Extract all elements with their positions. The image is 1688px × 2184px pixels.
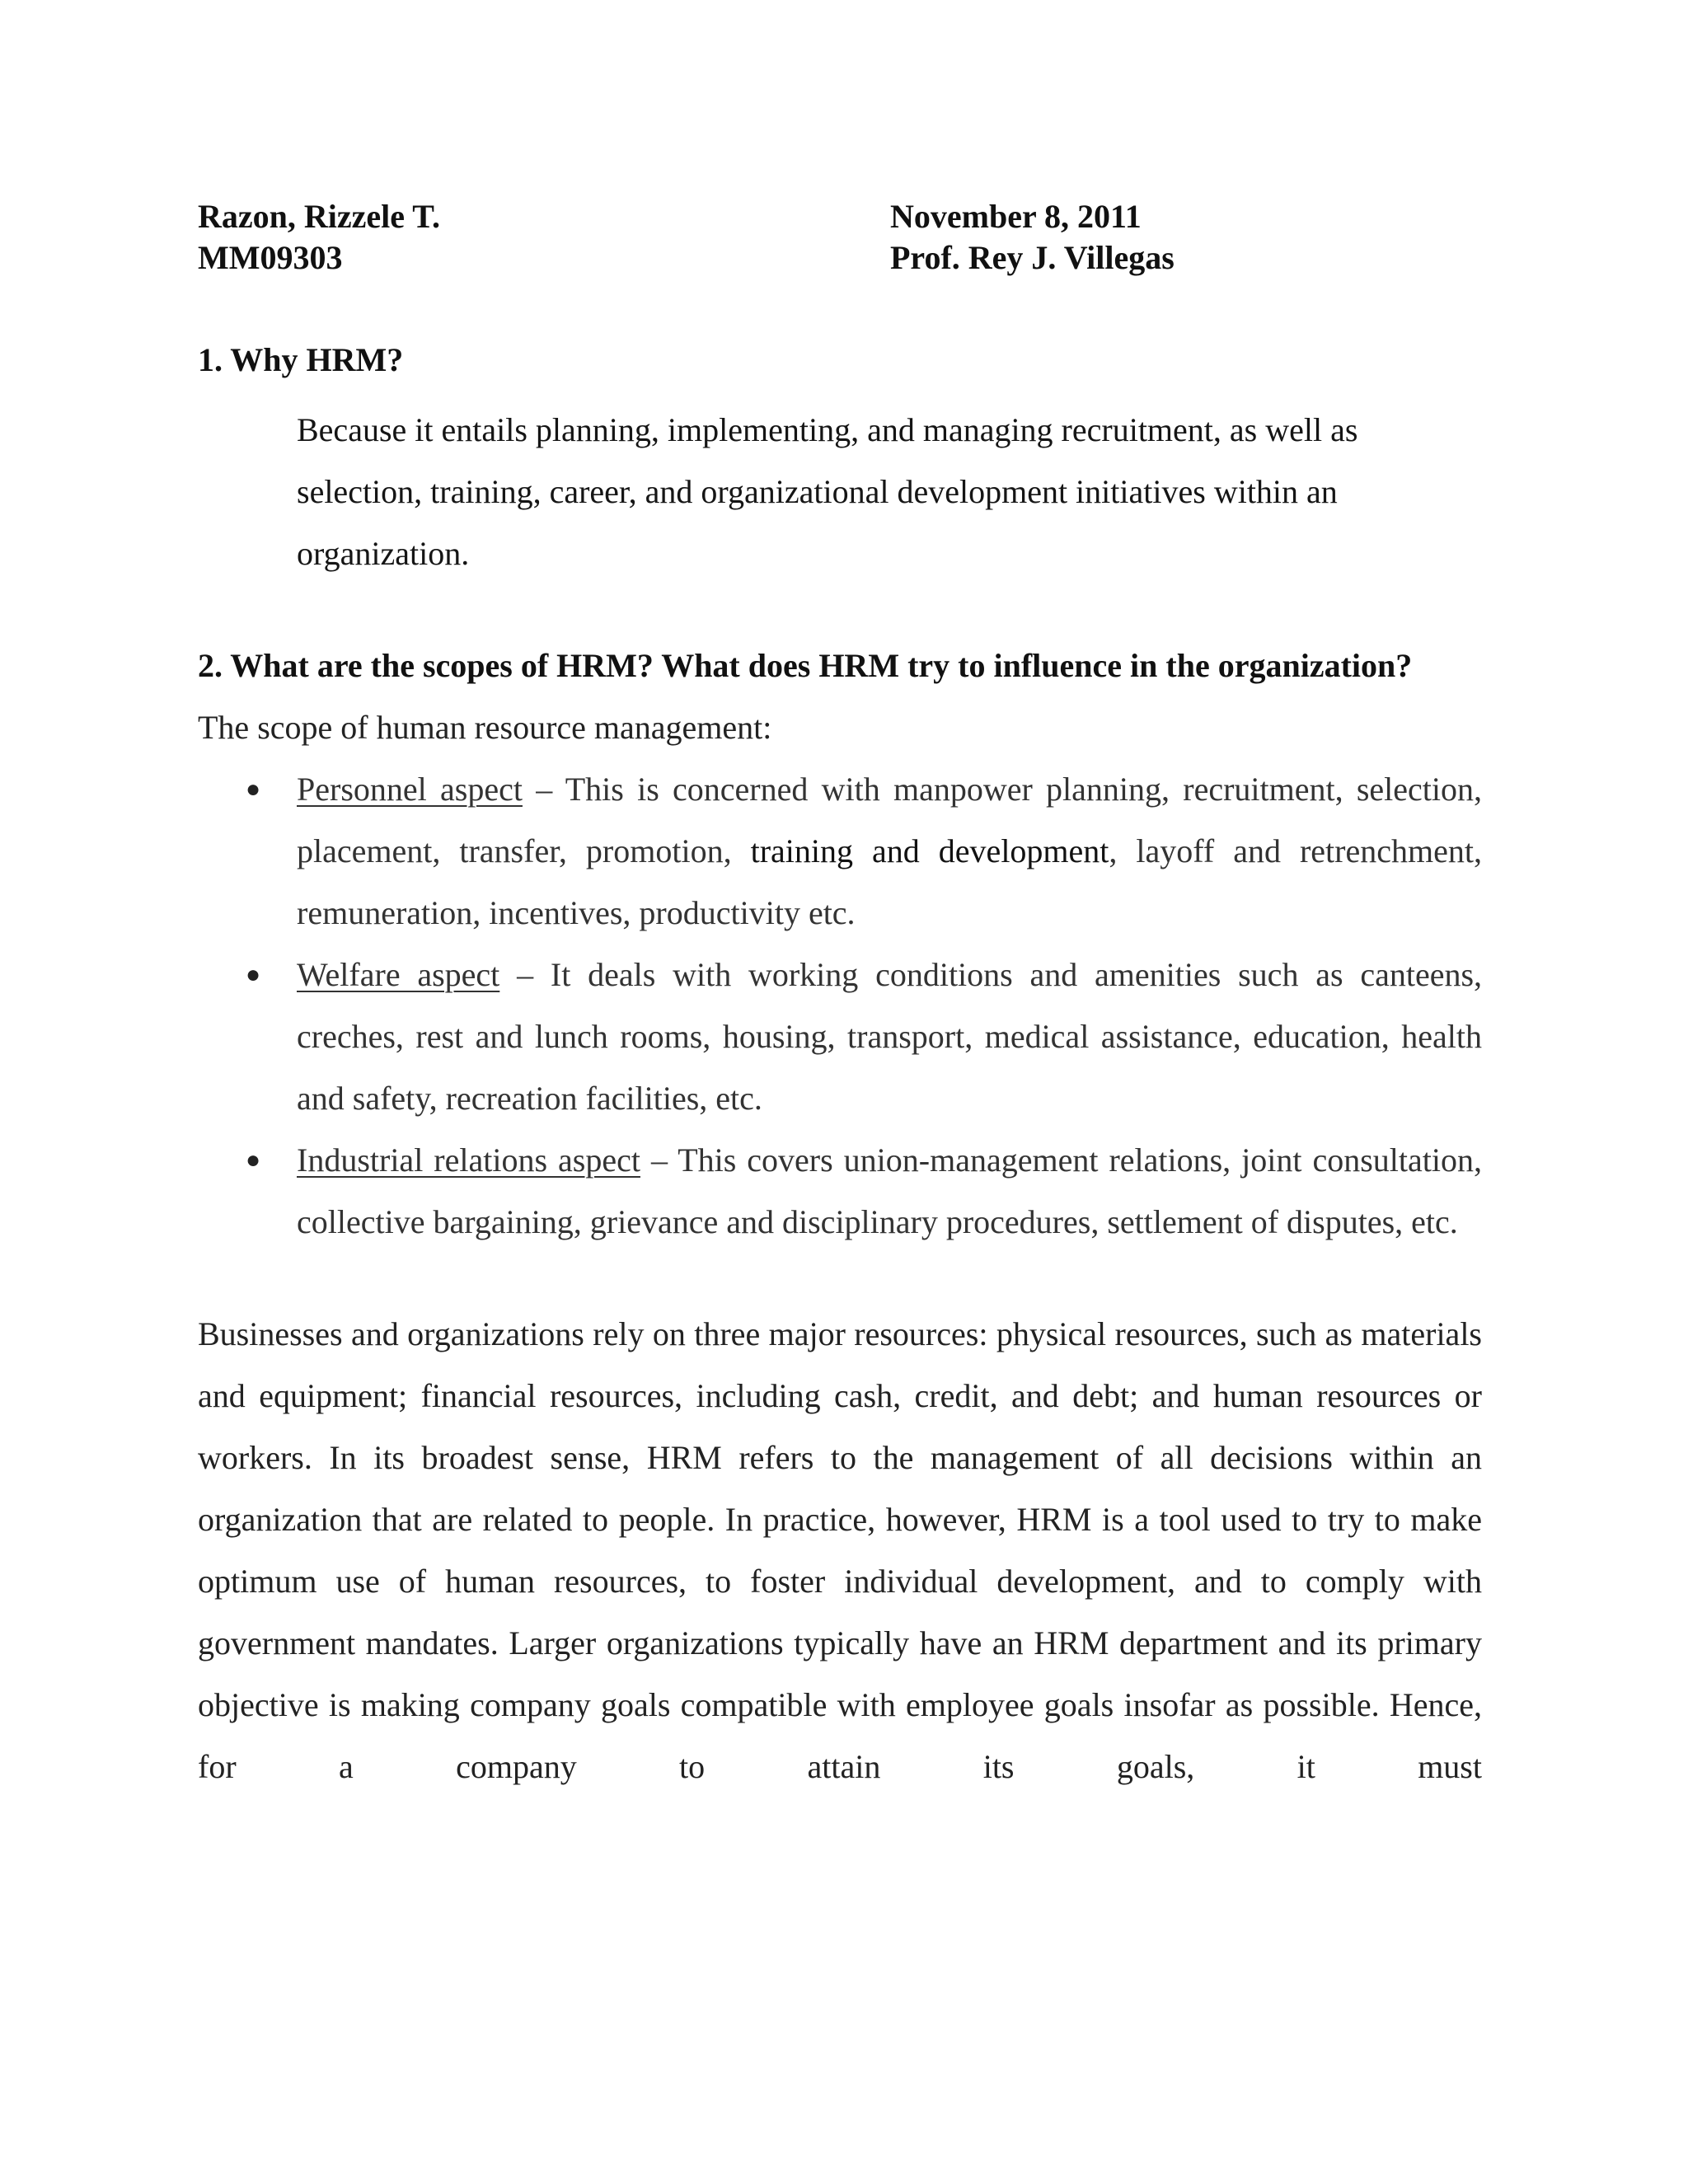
professor-name: Prof. Rey J. Villegas	[890, 239, 1175, 276]
scope-intro: The scope of human resource management:	[198, 709, 772, 746]
bullet-icon: ●	[246, 776, 261, 803]
course-info	[890, 196, 1175, 279]
student-info	[198, 196, 440, 279]
aspect-description-highlight: training and development	[750, 832, 1109, 869]
document-body	[198, 340, 1482, 1797]
aspect-dash: –	[517, 956, 534, 993]
question-2-heading: 2. What are the scopes of HRM? What does HRM try to influence in the organization?	[198, 647, 1413, 684]
question-1-section	[198, 340, 1482, 584]
question-2-section	[198, 635, 1482, 1253]
student-name: Razon, Rizzele T.	[198, 198, 441, 235]
aspect-description: It deals with working conditions and amenities such as canteens, creches, rest and lunch rooms, housing, transport, medical assistance, education, health and safety, recreation facilities, etc.	[297, 956, 1483, 1117]
aspect-description: This covers union-management relations, joint consultation, collective bargaining, grievance and disciplinary procedures, settlement of disputes, etc.	[297, 1141, 1483, 1240]
bullet-icon: ●	[246, 1146, 261, 1174]
aspect-term: Welfare aspect	[297, 956, 500, 993]
list-item	[198, 758, 1482, 944]
list-item	[198, 944, 1482, 1129]
list-item	[198, 1129, 1482, 1253]
question-1-answer: Because it entails planning, implementing, and managing recruitment, as well as selection, training, career, and organizational development initiatives within an organization.	[297, 411, 1358, 572]
aspect-term: Personnel aspect	[297, 771, 523, 808]
aspect-dash: –	[650, 1141, 668, 1179]
aspect-description: This is concerned with manpower planning, recruitment, selection, placement, transfer, promotion,	[297, 771, 1483, 869]
aspect-term: Industrial relations aspect	[297, 1141, 640, 1179]
scope-list	[198, 758, 1482, 1253]
bullet-icon: ●	[246, 961, 261, 988]
question-1-heading: 1. Why HRM?	[198, 341, 404, 378]
document-date: November 8, 2011	[890, 198, 1142, 235]
student-code: MM09303	[198, 239, 343, 276]
body-paragraph: Businesses and organizations rely on three major resources: physical resources, such as materials and equipment; financial resources, including cash, credit, and debt; and human resources or workers. In its broadest sense, HRM refers to the management of all decisions within an organization that are related to people. In practice, however, HRM is a tool used to try to make optimum use of human resources, to foster individual development, and to comply with government mandates. Larger organizations typically have an HRM department and its primary objective is making company goals compatible with employee goals insofar as possible. Hence, for a company to attain its goals, it must	[198, 1315, 1482, 1785]
aspect-dash: –	[536, 771, 553, 808]
aspect-description-tail: , layoff and retrenchment, remuneration, incentives, productivity etc.	[297, 832, 1482, 931]
